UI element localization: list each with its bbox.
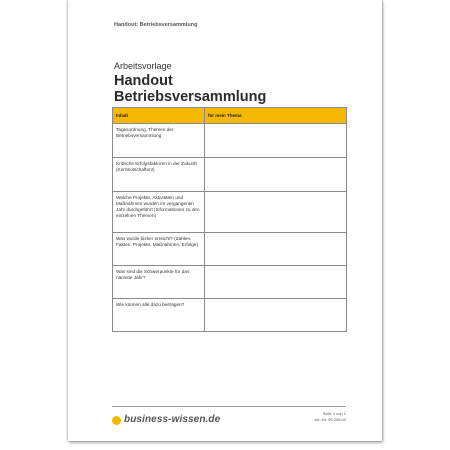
article-number: Art.-Nr. 99.205.00	[314, 417, 346, 422]
document-subtitle: Arbeitsvorlage	[114, 61, 172, 71]
brand-logo-icon	[112, 416, 121, 425]
table-row	[113, 158, 347, 192]
column-header-inhalt: Inhalt	[113, 108, 205, 124]
table-row	[113, 192, 347, 233]
table-header-row	[113, 108, 347, 124]
document-page	[68, 0, 382, 441]
title-line-1: Handout	[114, 73, 173, 89]
page-info	[314, 411, 346, 423]
worksheet-table	[112, 107, 347, 332]
page-number: Seite 1 von 1	[322, 411, 346, 416]
row-value-cell[interactable]	[205, 124, 347, 158]
document-title	[114, 73, 266, 105]
table-row	[113, 124, 347, 158]
title-line-2: Betriebsversammlung	[114, 89, 267, 105]
table-row	[113, 299, 347, 332]
row-label: Kritische Erfolgsfaktoren in der Zukunft (Kernbotschaften!)	[113, 158, 205, 192]
table-row	[113, 233, 347, 266]
row-label: Welche Projekte, Aktivitäten und Maßnahmen wurden im vergangenen Jahr durchgeführt (Informationen zu den einzelnen Themen)	[113, 192, 205, 233]
row-label: Tagesordnung, Themen der Betriebsversammlung	[113, 124, 205, 158]
row-label: Wie können alle dazu beitragen?	[113, 299, 205, 332]
footer-divider	[112, 406, 346, 407]
brand-name: business-wissen.de	[124, 414, 221, 425]
table-row	[113, 266, 347, 299]
row-value-cell[interactable]	[205, 233, 347, 266]
column-header-thema: für mein Thema	[205, 108, 347, 124]
row-value-cell[interactable]	[205, 158, 347, 192]
header-label: Handout: Betriebsversammlung	[114, 22, 198, 28]
row-value-cell[interactable]	[205, 192, 347, 233]
row-label: Was sind die Schwerpunkte für das nächste Jahr?	[113, 266, 205, 299]
row-value-cell[interactable]	[205, 266, 347, 299]
row-label: Was wurde bisher erreicht? (Zahlen, Fakten, Projekte, Maßnahmen, Erfolge)	[113, 233, 205, 266]
row-value-cell[interactable]	[205, 299, 347, 332]
